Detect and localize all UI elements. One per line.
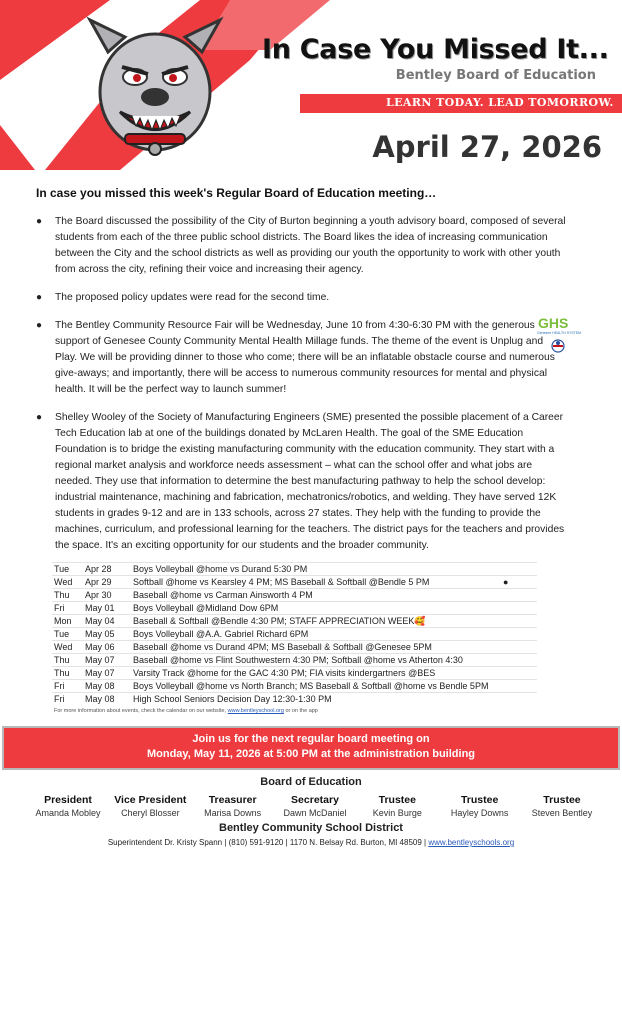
member-name: Hayley Downs (450, 808, 509, 818)
bottom-red-stripe (0, 125, 35, 170)
district-contact (0, 838, 622, 847)
event-date: May 07 (83, 654, 131, 667)
event-date: May 05 (83, 628, 131, 641)
event-day: Wed (52, 576, 83, 589)
event-day: Tue (52, 628, 83, 641)
member-role: Trustee (543, 794, 581, 806)
next-meeting-line2: Monday, May 11, 2026 at 5:00 PM at the administration building (146, 748, 476, 760)
newsletter-header (0, 0, 622, 170)
district-name: Bentley Community School District (219, 822, 403, 834)
bulldog-mascot-icon (80, 12, 230, 162)
ghs-logo-caption: Genesee HEALTH SYSTEM (537, 331, 582, 335)
table-row (52, 615, 537, 628)
list-item (36, 290, 566, 306)
board-member (359, 794, 435, 818)
table-row (52, 589, 537, 602)
event-text: Baseball @home vs Carman Ainsworth 4 PM (131, 589, 537, 602)
event-date: May 08 (83, 693, 131, 706)
bullet-icon: ● (36, 216, 43, 227)
event-day: Fri (52, 693, 83, 706)
event-text: Baseball @home vs Flint Southwestern 4:30 PM; Softball @home vs Atherton 4:30 (131, 654, 537, 667)
table-row (52, 628, 537, 641)
bullet-text: The Bentley Community Resource Fair will be Wednesday, June 10 from 4:30-6:30 PM with the generous support of Genesee County Community Mental Health Millage funds. The theme of the event is Unplug and Play. We will be providing dinner to those who come; there will be an inflatable obstacle course and numerous give-aways; and importantly, there will be access to numerous community resources for mental and physical health. It will be the perfect way to launch summer! (55, 320, 555, 395)
event-date: May 07 (83, 667, 131, 680)
newsletter-date: April 27, 2026 (372, 130, 602, 164)
bullet-icon: ● (36, 292, 43, 303)
event-date: May 01 (83, 602, 131, 615)
event-text: Boys Volleyball @Midland Dow 6PM (131, 602, 537, 615)
member-role: Trustee (460, 794, 499, 806)
board-member (277, 794, 353, 818)
event-day: Mon (52, 615, 83, 628)
bullet-text: The Board discussed the possibility of the City of Burton beginning a youth advisory board, composed of several students from each of the three public school districts. The Board likes the idea of increasing communication between the City and the school districts as well as providing our youth the opportunity to work with other youth from across the city, refining their voice and increasing their agency. (55, 216, 566, 275)
events-footnote (54, 708, 318, 714)
event-text: Boys Volleyball @home vs North Branch; MS Baseball & Softball @home vs Bendle 5PM (131, 680, 537, 693)
events-note-text: For more information about events, check the calendar on our website, (54, 708, 228, 714)
tagline: LEARN TODAY. LEAD TOMORROW. (386, 96, 614, 109)
event-day: Tue (52, 563, 83, 576)
event-day: Fri (52, 680, 83, 693)
member-name: Dawn McDaniel (283, 808, 347, 818)
event-date: Apr 28 (83, 563, 131, 576)
event-day: Wed (52, 641, 83, 654)
member-name: Amanda Mobley (35, 808, 101, 818)
events-calendar-table (52, 562, 537, 705)
event-day: Fri (52, 602, 83, 615)
event-text: Varsity Track @home for the GAC 4:30 PM; FIA visits kindergartners @BES (131, 667, 537, 680)
event-date: May 06 (83, 641, 131, 654)
member-role: Secretary (291, 794, 339, 806)
table-row (52, 576, 537, 589)
school-website-link[interactable]: www.bentleyschool.org (227, 708, 284, 714)
event-text: Boys Volleyball @A.A. Gabriel Richard 6PM (131, 628, 537, 641)
next-meeting-line1: Join us for the next regular board meeting on (192, 733, 430, 745)
next-meeting-banner (2, 726, 620, 770)
ghs-logo-letters: GHS (538, 315, 569, 331)
stray-bullet-icon: ● (503, 577, 509, 587)
list-item (36, 410, 566, 554)
member-name: Kevin Burge (372, 808, 422, 818)
table-row (52, 641, 537, 654)
list-item (36, 318, 566, 398)
member-name: Steven Bentley (531, 808, 593, 818)
member-role: Vice President (114, 794, 187, 806)
member-name: Cheryl Blosser (121, 808, 180, 818)
table-row (52, 654, 537, 667)
bullet-text: The proposed policy updates were read for the second time. (55, 292, 330, 303)
board-member (524, 794, 600, 818)
member-name: Marisa Downs (204, 808, 262, 818)
table-row (52, 667, 537, 680)
member-role: Treasurer (208, 794, 257, 806)
newsletter-title: In Case You Missed It... (262, 34, 609, 65)
event-day: Thu (52, 654, 83, 667)
event-text: Softball @home vs Kearsley 4 PM; MS Baseball & Softball @Bendle 5 PM (131, 576, 537, 589)
event-day: Thu (52, 589, 83, 602)
board-member (442, 794, 518, 818)
board-member (30, 794, 106, 818)
contact-text: Superintendent Dr. Kristy Spann | (810) 591-9120 | 1170 N. Belsay Rd. Burton, MI 48509 | (107, 838, 429, 847)
board-member (195, 794, 271, 818)
event-date: Apr 29 (83, 576, 131, 589)
event-text: Baseball @home vs Durand 4PM; MS Baseball & Softball @Genesee 5PM (131, 641, 537, 654)
meeting-highlights (36, 214, 569, 566)
member-role: President (44, 794, 92, 806)
table-row (52, 602, 537, 615)
event-text: Boys Volleyball @home vs Durand 5:30 PM (131, 563, 537, 576)
bullet-text: Shelley Wooley of the Society of Manufacturing Engineers (SME) presented the possible placement of a Career Tech Education lab at one of the buildings donated by McLaren Health. The goal of the SME Education Foundation is to bridge the existing manufacturing community with the education community. They start with a regional market analysis and workforce needs assessment – what can the school offer and what jobs are needed. They use that information to determine the best manufacturing pathway to help the school develop: industrial maintenance, machining and fabrication, mechatronics/robotics, and welding. They have served 12K students in grades 9-12 and are in 133 schools, across 27 states. They help with the funding to provide the machines, curriculum, and professional learning for the teachers. The district pays for the teachers and provides the space. It's an exciting opportunity for our students and the broader community. (55, 412, 565, 551)
events-note-suffix: or on the app (283, 708, 318, 714)
board-member (112, 794, 188, 818)
event-date: Apr 30 (83, 589, 131, 602)
event-text: High School Seniors Decision Day 12:30-1:30 PM (131, 693, 537, 706)
event-date: May 08 (83, 680, 131, 693)
board-members (30, 794, 600, 818)
member-role: Trustee (378, 794, 416, 806)
table-row (52, 563, 537, 576)
table-row (52, 680, 537, 693)
bullet-icon: ● (36, 320, 43, 331)
bullet-icon: ● (36, 412, 43, 423)
event-date: May 04 (83, 615, 131, 628)
table-row (52, 693, 537, 706)
genesee-health-system-logo (536, 314, 586, 362)
event-text: Baseball & Softball @Bendle 4:30 PM; STAFF APPRECIATION WEEK🥰 (131, 615, 537, 628)
list-item (36, 214, 566, 278)
board-subtitle: Bentley Board of Education (395, 68, 596, 83)
event-day: Thu (52, 667, 83, 680)
district-website-link[interactable]: www.bentleyschools.org (428, 838, 515, 847)
intro-heading: In case you missed this week's Regular Board of Education meeting… (36, 186, 437, 200)
board-heading: Board of Education (260, 776, 362, 788)
